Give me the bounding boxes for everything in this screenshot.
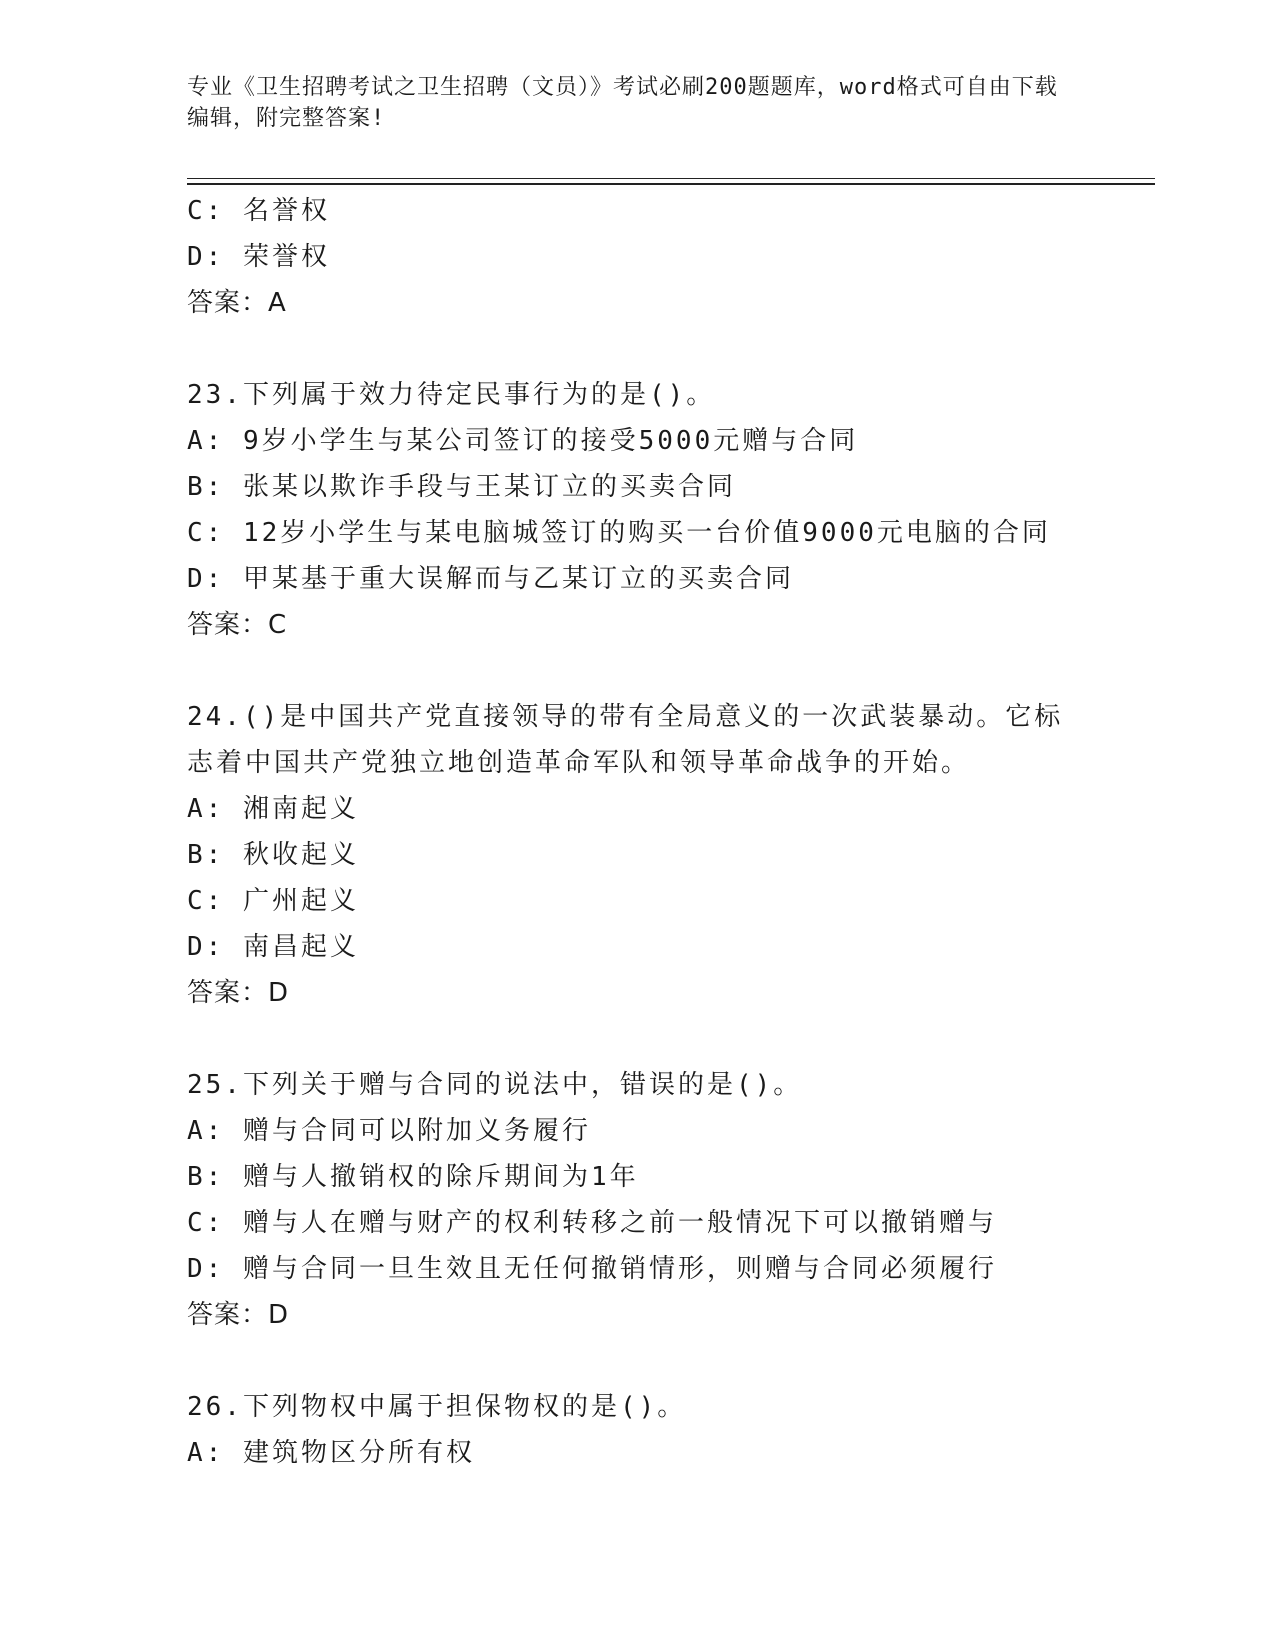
- question-text: 23.下列属于效力待定民事行为的是()。: [187, 380, 716, 410]
- option-d: D: 南昌起义: [187, 932, 359, 962]
- option-d: D: 甲某基于重大误解而与乙某订立的买卖合同: [187, 564, 794, 594]
- question-text: 26.下列物权中属于担保物权的是()。: [187, 1392, 687, 1422]
- option-b: B: 赠与人撤销权的除斥期间为1年: [187, 1162, 639, 1192]
- question-list: [187, 188, 1087, 1476]
- spacer: [187, 326, 1087, 372]
- option-a: A: 建筑物区分所有权: [187, 1438, 475, 1468]
- option-a: A: 9岁小学生与某公司签订的接受5000元赠与合同: [187, 426, 859, 456]
- header-divider-thick: [187, 183, 1155, 185]
- question-block-24: [187, 694, 1087, 1016]
- option-a: A: 湘南起义: [187, 794, 359, 824]
- question-text: 25.下列关于赠与合同的说法中，错误的是()。: [187, 1070, 803, 1100]
- question-block-23: [187, 372, 1087, 648]
- option-a: A: 赠与合同可以附加义务履行: [187, 1116, 591, 1146]
- document-header: 专业《卫生招聘考试之卫生招聘（文员）》考试必刷200题题库，word格式可自由下载编辑，附完整答案!: [187, 75, 1058, 131]
- header-divider-thin: [187, 178, 1155, 179]
- answer-line: 答案：D: [187, 1300, 290, 1330]
- option-c: C: 赠与人在赠与财产的权利转移之前一般情况下可以撤销赠与: [187, 1208, 997, 1238]
- question-block-25: [187, 1062, 1087, 1338]
- answer-line: 答案：A: [187, 288, 287, 318]
- answer-line: 答案：D: [187, 978, 290, 1008]
- spacer: [187, 648, 1087, 694]
- option-c: C: 名誉权: [187, 196, 330, 226]
- option-b: B: 张某以欺诈手段与王某订立的买卖合同: [187, 472, 736, 502]
- spacer: [187, 1338, 1087, 1384]
- option-b: B: 秋收起义: [187, 840, 359, 870]
- question-block-22: [187, 188, 1087, 326]
- option-d: D: 荣誉权: [187, 242, 330, 272]
- question-block-26: [187, 1384, 1087, 1476]
- answer-line: 答案：C: [187, 610, 288, 640]
- option-c: C: 广州起义: [187, 886, 359, 916]
- option-d: D: 赠与合同一旦生效且无任何撤销情形，则赠与合同必须履行: [187, 1254, 997, 1284]
- spacer: [187, 1016, 1087, 1062]
- question-text: 24.()是中国共产党直接领导的带有全局意义的一次武装暴动。它标志着中国共产党独立地创造革命军队和领导革命战争的开始。: [187, 702, 1064, 778]
- option-c: C: 12岁小学生与某电脑城签订的购买一台价值9000元电脑的合同: [187, 518, 1051, 548]
